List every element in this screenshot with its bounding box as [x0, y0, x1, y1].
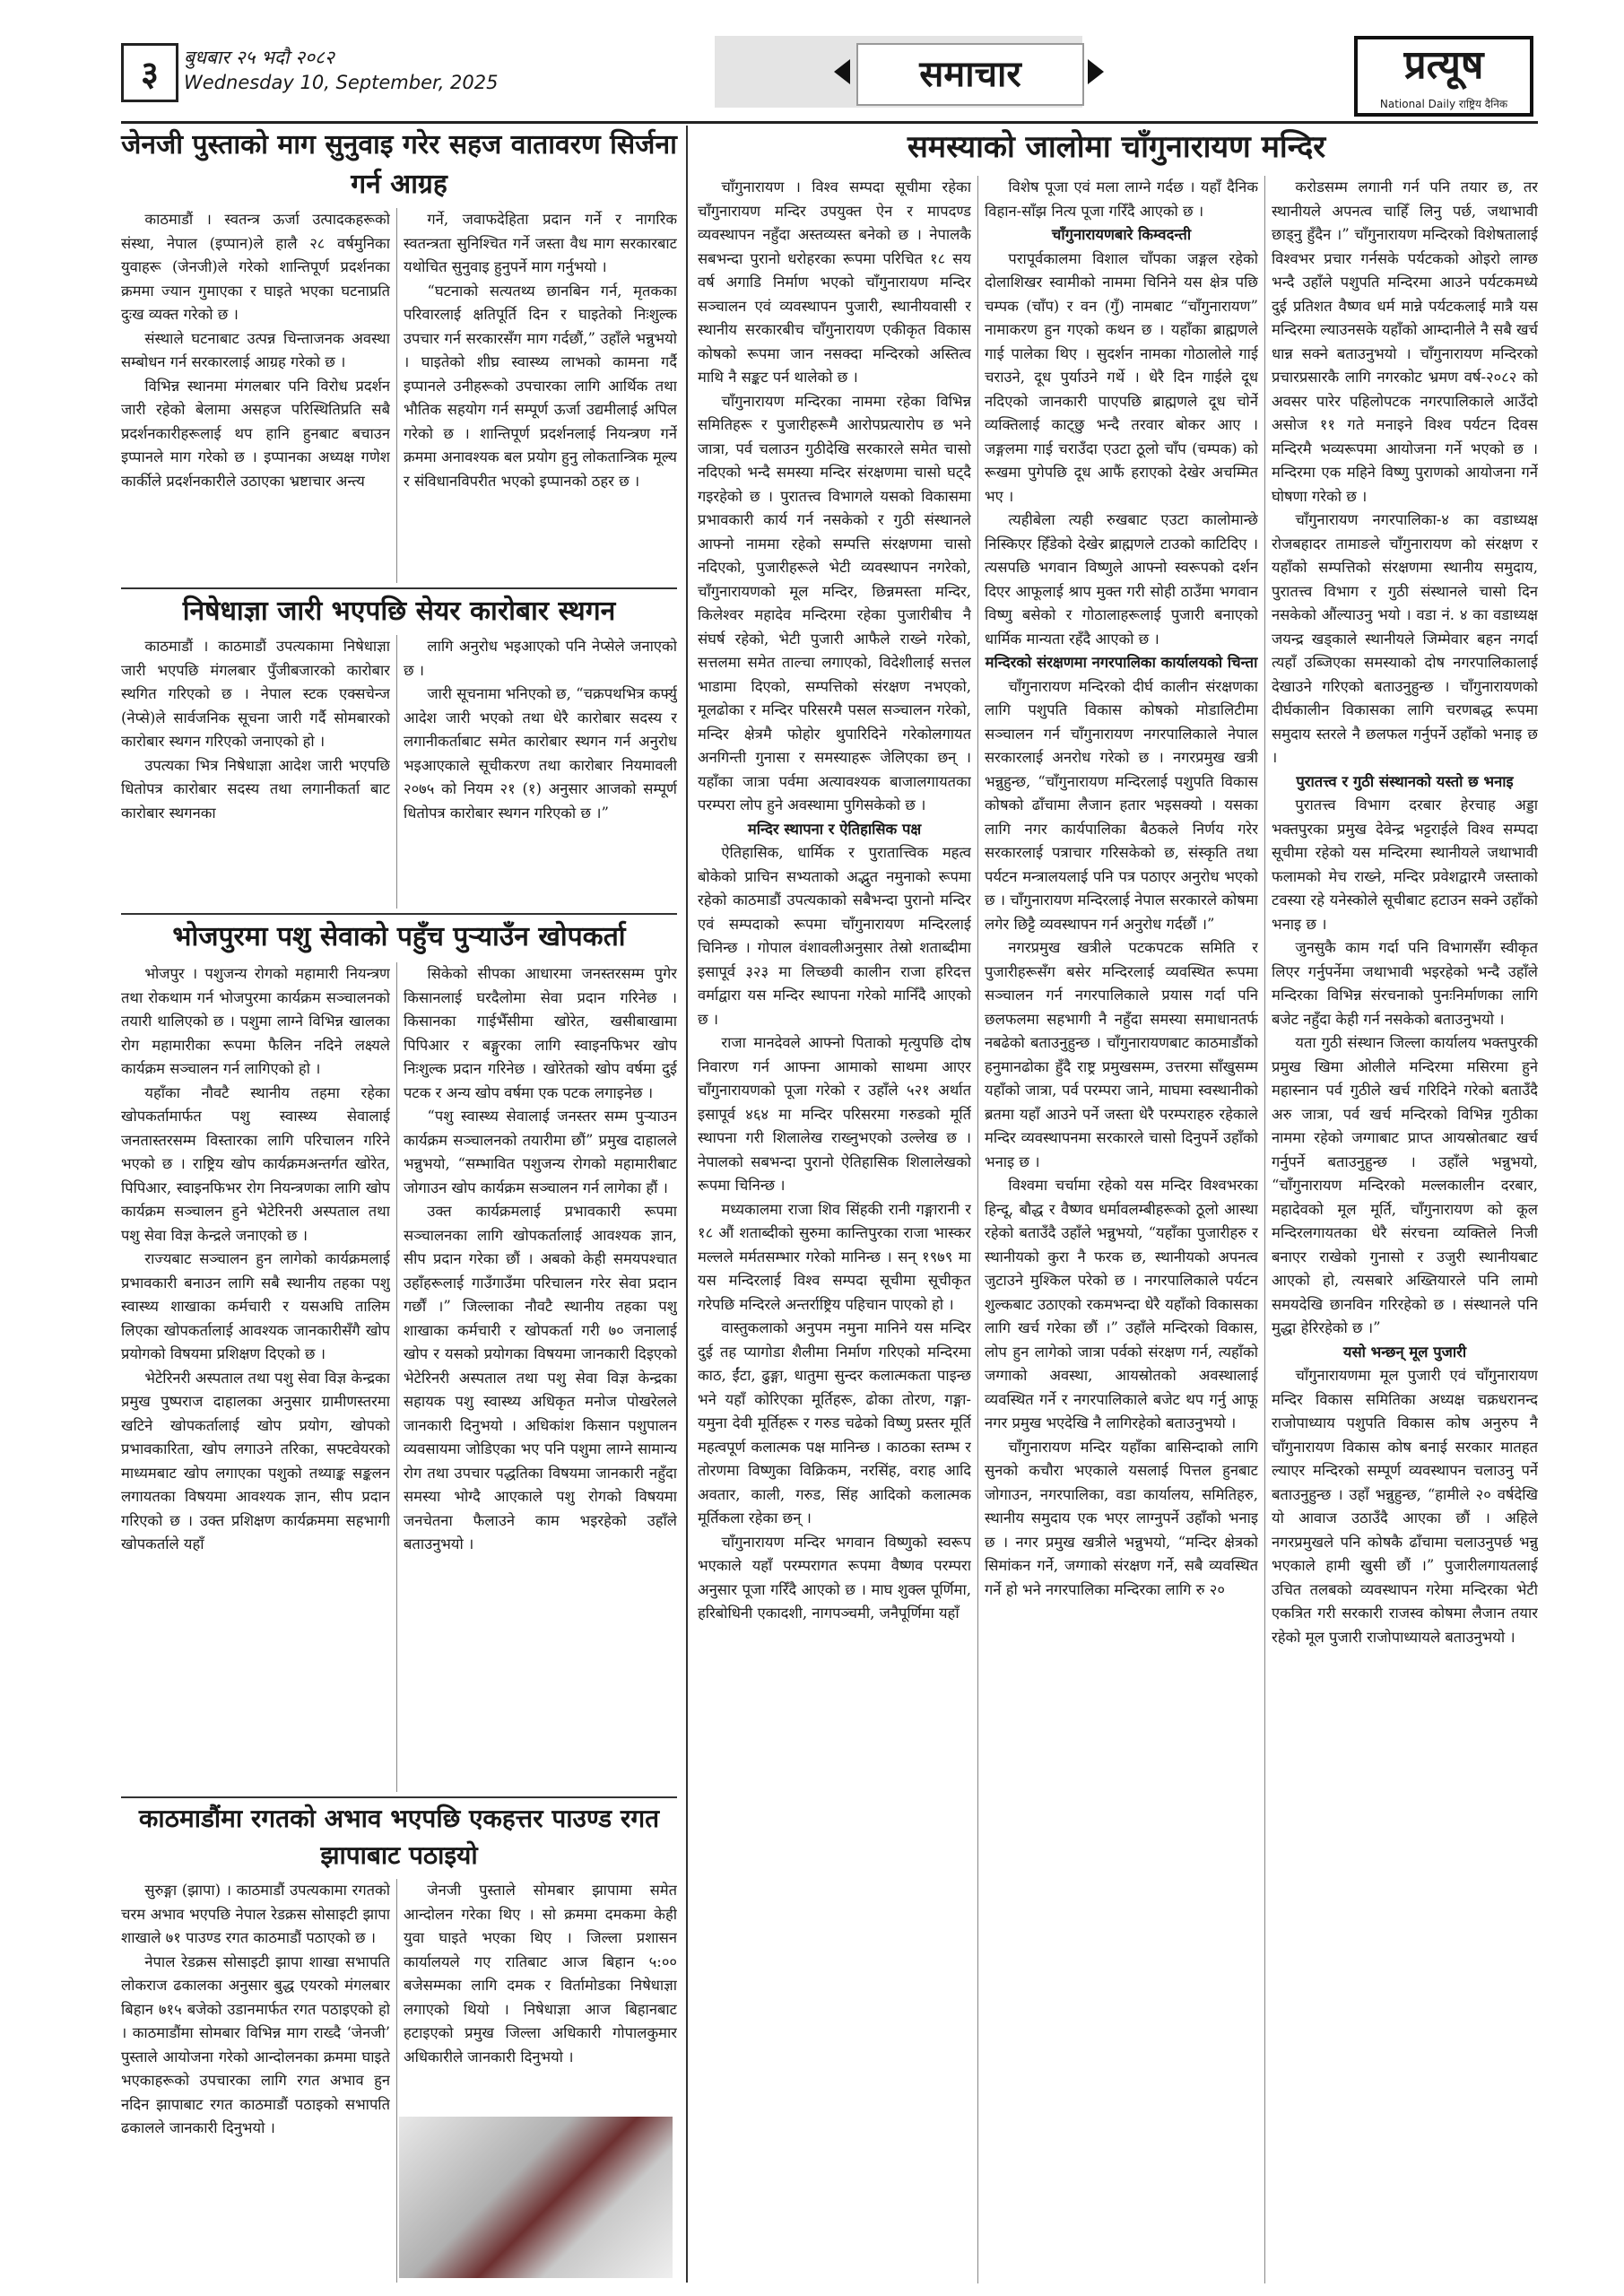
genz-column-2	[404, 208, 677, 583]
paragraph: चाँगुनारायण मन्दिर यहाँका बासिन्दाको लागि सुनको कचौरा भएकाले यसलाई पित्तल हुनबाट जोगाउन, नगरपालिका, वडा कार्यालय, समितिहरु, स्थानीय समुदाय एक भएर लाग्नुपर्ने उहाँको भनाइ छ । नगर प्रमुख खत्रीले भन्नुभयो, “मन्दिर क्षेत्रको सिमांकन गर्ने, जग्गाको संरक्षण गर्ने, सबै व्यवस्थित गर्ने हो भने नगरपालिका मन्दिरका लागि रु २०	[985, 1438, 1258, 1598]
column-divider	[977, 176, 978, 2283]
share-column-2	[404, 635, 677, 909]
date-block	[184, 45, 499, 95]
genz-column-1	[121, 208, 390, 583]
subheading: मन्दिर स्थापना र ऐतिहासिक पक्ष	[747, 820, 922, 838]
paragraph: नेपाल रेडक्रस सोसाइटी झापा शाखा सभापति लोकराज ढकालका अनुसार बुद्ध एयरको मंगलबार बिहान ७१५ बजेको उडानमार्फत रगत पठाइएको हो । काठमाडौंमा सोमबार विभिन्न माग राख्दै ‘जेनजी’ पुस्ताले आयोजना गरेको आन्दोलनका क्रममा घाइते भएकाहरूको उपचारका लागि रगत अभाव हुन नदिन झापाबाट रगत काठमाडौं पठाइको सभापति ढकालले जानकारी दिनुभयो ।	[121, 1952, 390, 2136]
paragraph: संस्थाले घटनाबाट उत्पन्न चिन्ताजनक अवस्था सम्बोधन गर्न सरकारलाई आग्रह गरेको छ ।	[121, 329, 390, 370]
changu-column-1	[698, 176, 971, 2283]
paragraph: चाँगुनारायण नगरपालिका-४ का वडाध्यक्ष रोजबहादर तामाङले चाँगुनारायण को संरक्षण र यहाँको सम्पत्तिको संरक्षणमा स्थानीय समुदाय, पुरातत्त्व विभाग र गुठी संस्थानले चासो दिन नसकेको औंल्याउनु भयो । वडा नं. ४ का वडाध्यक्ष जयन्द्र खड्काले स्थानीयले जिम्मेवार बहन नगर्दा त्यहाँ उब्जिएका समस्याको दोष नगरपालिकालाई देखाउने गरिएको बताउनुहुन्छ । चाँगुनारायणको दीर्घकालीन विकासका लागि चरणबद्ध रूपमा समुदाय स्तरले नै छलफल गर्नुपर्ने उहाँको भनाइ छ ।	[1272, 511, 1538, 766]
paragraph: जेनजी पुस्ताले सोमबार झापामा समेत आन्दोलन गरेका थिए । सो क्रममा दमकमा केही युवा घाइते भएका थिए । जिल्ला प्रशासन कार्यालयले गए रातिबाट आज बिहान ५:०० बजेसम्मका लागि दमक र विर्तामोडका निषेधाज्ञा लगाएको थियो । निषेधाज्ञा आज बिहानबाट हटाइएको प्रमुख जिल्ला अधिकारी गोपालकुमार अधिकारीले जानकारी दिनुभयो ।	[404, 1882, 677, 2066]
paragraph: चाँगुनारायण । विश्व सम्पदा सूचीमा रहेका चाँगुनारायण मन्दिर उपयुक्त ऐन र मापदण्ड व्यवस्थापन नहुँदा अस्तव्यस्त बनेको छ । नेपालकै सबभन्दा पुरानो धरोहरका रूपमा परिचित १८ सय वर्ष अगाडि निर्माण भएको चाँगुनारायण मन्दिर सञ्चालन एवं व्यवस्थापन पुजारी, स्थानीयवासी र स्थानीय सरकारबीच चाँगुनारायण एकीकृत विकास कोषको रूपमा जान नसक्दा मन्दिरको अस्तित्व माथि नै सङ्कट पर्न थालेको छ ।	[698, 178, 971, 386]
paragraph: लागि अनुरोध भइआएको पनि नेप्सेले जनाएको छ ।	[404, 638, 677, 679]
paragraph: भेटेरिनरी अस्पताल तथा पशु सेवा विज्ञ केन्द्रका प्रमुख पुष्पराज दाहालका अनुसार ग्रामीणस्तरमा खटिने खोपकर्तालाई खोप प्रयोग, खोपको प्रभावकारिता, खोप लगाउने तरिका, सफ्टवेयरको माध्यमबाट खोप लगाएका पशुको तथ्याङ्क सङ्कलन लगायतका विषयमा आवश्यक ज्ञान, सीप प्रदान गरिएको छ । उक्त प्रशिक्षण कार्यक्रममा सहभागी खोपकर्ताले यहाँ	[121, 1369, 390, 1552]
subheading: मन्दिरको संरक्षणमा नगरपालिका कार्यालयको चिन्ता	[985, 654, 1258, 671]
changu-column-3	[1272, 176, 1538, 2283]
blood-column-1	[121, 1879, 390, 2283]
subheading: यसो भन्छन् मूल पुजारी	[1342, 1343, 1467, 1361]
paragraph: करोडसम्म लगानी गर्न पनि तयार छ, तर स्थानीयले अपनत्व चाहिँ लिनु पर्छ, जथाभावी छाड्नु हुँदैन ।” चाँगुनारायण मन्दिरको विशेषतालाई विश्वभर प्रचार गर्नसके पर्यटकको ओइरो लाग्छ भन्दै उहाँले पशुपति मन्दिरमा आउने पर्यटकमध्ये दुई प्रतिशत वैष्णव धर्म मान्ने पर्यटकलाई मात्रै यस मन्दिरमा ल्याउनसके यहाँको आम्दानीले नै सबै खर्च धान्न सक्ने बताउनुभयो । चाँगुनारायण मन्दिरको प्रचारप्रसारकै लागि नगरकोट भ्रमण वर्ष-२०८२ को अवसर पारेर पहिलोपटक नगरपालिकाले आउँदो असोज ११ गते मनाइने विश्व पर्यटन दिवस मन्दिरमै भव्यरूपमा आयोजना गर्ने भएको छ । मन्दिरमा एक महिने विष्णु पुराणको आयोजना गर्ने घोषणा गरेको छ ।	[1272, 178, 1538, 505]
column-divider	[396, 962, 397, 1792]
article-divider	[121, 1796, 677, 1798]
column-divider	[396, 635, 397, 909]
article-divider	[121, 587, 677, 589]
subheading: चाँगुनारायणबारे किम्वदन्ती	[1051, 226, 1192, 243]
subheading: पुरातत्त्व र गुठी संस्थानको यस्तो छ भनाइ	[1296, 772, 1514, 790]
column-divider	[396, 1879, 397, 2283]
column-divider	[1264, 176, 1265, 2283]
paragraph: सिकेको सीपका आधारमा जनस्तरसम्म पुगेर किसानलाई घरदैलोमा सेवा प्रदान गरिनेछ । किसानका गाईभैँसीमा खोरेत, खसीबाखामा पिपिआर र बङ्गुरका लागि स्वाइनफिभर खोप निःशुल्क प्रदान गरिनेछ । खोरेतको खोप वर्षमा दुई पटक र अन्य खोप वर्षमा एक पटक लगाइनेछ ।	[404, 965, 677, 1101]
paragraph: भोजपुर । पशुजन्य रोगको महामारी नियन्त्रण तथा रोकथाम गर्न भोजपुरमा कार्यक्रम सञ्चालनको तयारी थालिएको छ । पशुमा लाग्ने विभिन्न खालका रोग महामारीका रूपमा फैलिन नदिने लक्ष्यले कार्यक्रम सञ्चालन गर्न लागिएको हो ।	[121, 965, 390, 1077]
paragraph: सुरुङ्गा (झापा) । काठमाडौं उपत्यकामा रगतको चरम अभाव भएपछि नेपाल रेडक्रस सोसाइटी झापा शाखाले ७१ पाउण्ड रगत काठमाडौं पठाएको छ ।	[121, 1882, 390, 1946]
blood-column-2	[404, 1879, 677, 2112]
paragraph: त्यहीबेला त्यही रुखबाट एउटा कालोमान्छे निस्किएर हिँडेको देखेर ब्राह्मणले टाउको काटिदिए । त्यसपछि भगवान विष्णुले आफ्नो स्वरूपको दर्शन दिएर आफूलाई श्राप मुक्त गरी सोही ठाउँमा भगवान विष्णु बसेको र गोठालाहरूलाई पुजारी बनाएको धार्मिक मान्यता रहँदै आएको छ ।	[985, 511, 1258, 648]
paragraph: मध्यकालमा राजा शिव सिंहकी रानी गङ्गारानी र १८ औं शताब्दीको सुरुमा कान्तिपुरका राजा भास्कर मल्लले मर्मतसम्भार गरेको मानिन्छ । सन् १९७९ मा यस मन्दिरलाई विश्व सम्पदा सूचीमा सूचीकृत गरेपछि मन्दिरले अन्तर्राष्ट्रिय पहिचान पाएको हो ।	[698, 1200, 971, 1313]
headline-changu: समस्याको जालोमा चाँगुनारायण मन्दिर	[907, 129, 1326, 165]
paragraph: विशेष पूजा एवं मला लाग्ने गर्दछ । यहाँ दैनिक विहान-साँझ नित्य पूजा गरिँदै आएको छ ।	[985, 178, 1258, 220]
paragraph: उपत्यका भित्र निषेधाज्ञा आदेश जारी भएपछि धितोपत्र कारोबार सदस्य तथा लगानीकर्ता बाट कारोबार स्थगनका	[121, 756, 390, 822]
paragraph: “घटनाको सत्यतथ्य छानबिन गर्न, मृतकका परिवारलाई क्षतिपूर्ति दिन र घाइतेको निःशुल्क उपचार गर्न सरकारसँग माग गर्दछौं,” उहाँले भन्नुभयो । घाइतेको शीघ्र स्वास्थ्य लाभको कामना गर्दै इप्पानले उनीहरूको उपचारका लागि आर्थिक तथा भौतिक सहयोग गर्न सम्पूर्ण ऊर्जा उद्यमीलाई अपिल गरेको छ । शान्तिपूर्ण प्रदर्शनलाई नियन्त्रण गर्ने क्रममा अनावश्यक बल प्रयोग हुनु लोकतान्त्रिक मूल्य र संविधानविपरीत भएको इप्पानको ठहर छ ।	[404, 282, 677, 490]
article-divider	[121, 913, 677, 915]
headline-genz: जेनजी पुस्ताको माग सुनुवाइ गरेर सहज वातावरण सिर्जना गर्न आग्रह	[121, 129, 677, 200]
logo-subtitle: National Daily राष्ट्रिय दैनिक	[1379, 98, 1508, 110]
paragraph: वास्तुकलाको अनुपम नमुना मानिने यस मन्दिर दुई तह प्यागोडा शैलीमा निर्माण गरिएको मन्दिरमा काठ, ईंटा, ढुङ्गा, धातुमा सुन्दर कलात्मकता पाइन्छ भने यहाँ कोरिएका मूर्तिहरू, ढोका तोरण, गङ्गा-यमुना देवी मूर्तिहरू र गरुड चढेको विष्णु प्रस्तर मूर्ति महत्वपूर्ण कलात्मक पक्ष मानिन्छ । काठका स्तम्भ र तोरणमा विष्णुका विक्रिकम, नरसिंह, वराह आदि अवतार, काली, गरुड, सिंह आदिको कलात्मक मूर्तिकला रहेका छन् ।	[698, 1319, 971, 1526]
paragraph: गर्ने, जवाफदेहिता प्रदान गर्ने र नागरिक स्वतन्त्रता सुनिश्चित गर्ने जस्ता वैध माग सरकारबाट यथोचित सुनुवाइ हुनुपर्ने माग गर्नुभयो ।	[404, 211, 677, 275]
paragraph: राज्यबाट सञ्चालन हुन लागेको कार्यक्रमलाई प्रभावकारी बनाउन लागि सबै स्थानीय तहका पशु स्वास्थ्य शाखाका कर्मचारी र यसअघि तालिम लिएका खोपकर्तालाई आवश्यक जानकारीसँगै खोप प्रयोगको विषयमा प्रशिक्षण दिएको छ ।	[121, 1250, 390, 1362]
masthead-rule	[121, 121, 1538, 124]
paragraph: राजा मानदेवले आफ्नो पिताको मृत्युपछि दोष निवारण गर्न आफ्ना आमाको साथमा आएर चाँगुनारायणको पूजा गरेको र उहाँले ५२१ अर्थात इसापूर्व ४६४ मा मन्दिर परिसरमा गरुडको मूर्ति स्थापना गरी शिलालेख राख्नुभएको उल्लेख छ । नेपालको सबभन्दा पुरानो ऐतिहासिक शिलालेखको रूपमा चिनिन्छ ।	[698, 1034, 971, 1194]
page-number: ३	[121, 43, 178, 102]
paragraph: “पशु स्वास्थ्य सेवालाई जनस्तर सम्म पुऱ्याउन कार्यक्रम सञ्चालनको तयारीमा छौं” प्रमुख दाहालले भन्नुभयो, “सम्भावित पशुजन्य रोगको महामारीबाट जोगाउन खोप कार्यक्रम सञ्चालन गर्न लागेका हौं ।	[404, 1108, 677, 1196]
paragraph: यहाँका नौवटै स्थानीय तहमा रहेका खोपकर्तामार्फत पशु स्वास्थ्य सेवालाई जनतास्तरसम्म विस्तारका लागि परिचालन गरिने भएको छ । राष्ट्रिय खोप कार्यक्रमअन्तर्गत खोरेत, पिपिआर, स्वाइनफिभर रोग नियन्त्रणका लागि खोप कार्यक्रम सञ्चालन हुने भेटेरिनरी अस्पताल तथा पशु सेवा विज्ञ केन्द्रले जनाएको छ ।	[121, 1083, 390, 1244]
paragraph: विभिन्न स्थानमा मंगलबार पनि विरोध प्रदर्शन जारी रहेको बेलामा असहज परिस्थितिप्रति सबै प्रदर्शनकारीहरूलाई थप हानि हुनबाट बचाउन इप्पानले माग गरेको छ । इप्पानका अध्यक्ष गणेश कार्कीले प्रदर्शनकारीले उठाएका भ्रष्टाचार अन्त्य	[121, 377, 390, 490]
column-divider	[396, 208, 397, 583]
headline-bhojpur: भोजपुरमा पशु सेवाको पहुँच पुऱ्याउँन खोपकर्ता	[172, 921, 626, 952]
date-english: Wednesday 10, September, 2025	[184, 72, 499, 93]
headline-share: निषेधाज्ञा जारी भएपछि सेयर कारोबार स्थगन	[182, 596, 616, 627]
paragraph: विश्वमा चर्चामा रहेको यस मन्दिर विश्वभरका हिन्दू, बौद्ध र वैष्णव धर्मावलम्बीहरूको ठूलो आस्था रहेको बताउँदै उहाँले भन्नुभयो, “यहाँका पुजारीहरु र स्थानीयको कुरा नै फरक छ, स्थानीयको अपनत्व जुटाउने मुश्किल परेको छ । नगरपालिकाले पर्यटन शुल्कबाट उठाएको रकमभन्दा धेरै यहाँको विकासका लागि खर्च गरेका छौं ।” उहाँले मन्दिरको विकास, लोप हुन लागेको जात्रा पर्वको संरक्षण गर्न, त्यहाँको जग्गाको अवस्था, आयस्रोतको अवस्थालाई व्यवस्थित गर्ने र नगरपालिकाले बजेट थप गर्नु आफू नगर प्रमुख भएदेखि नै लागिरहेको बताउनुभयो ।	[985, 1177, 1258, 1431]
paragraph: पुरातत्त्व विभाग दरबार हेरचाह अड्डा भक्तपुरका प्रमुख देवेन्द्र भट्टराईले विश्व सम्पदा सूचीमा रहेको यस मन्दिरमा स्थानीयले जथाभावी फलामको मेच राख्ने, मन्दिर प्रवेशद्वारमै जस्ताको टवस्या रहे यनेस्कोले सूचीबाट हटाउन सक्ने उहाँको भनाइ छ ।	[1272, 796, 1538, 933]
paragraph: काठमाडौं । काठमाडौं उपत्यकामा निषेधाज्ञा जारी भएपछि मंगलबार पुँजीबजारको कारोबार स्थगित गरिएको छ । नेपाल स्टक एक्सचेन्ज (नेप्से)ले सार्वजनिक सूचना जारी गर्दै सोमबारको कारोबार स्थगन गरिएको जनाएको हो ।	[121, 638, 390, 750]
changu-column-2	[985, 176, 1258, 2283]
paragraph: उक्त कार्यक्रमलाई प्रभावकारी रूपमा सञ्चालनका लागि खोपकर्तालाई आवश्यक ज्ञान, सीप प्रदान गरेका छौं । अबको केही समयपश्चात उहाँहरूलाई गाउँगाउँमा परिचालन गरेर सेवा प्रदान गर्छौं ।” जिल्लाका नौवटै स्थानीय तहका पशु शाखाका कर्मचारी र खोपकर्ता गरी ७० जनालाई खोप र यसको प्रयोगका विषयमा जानकारी दिइएको भेटेरिनरी अस्पताल तथा पशु सेवा विज्ञ केन्द्रका सहायक पशु स्वास्थ्य अधिकृत मनोज पोखरेलले जानकारी दिनुभयो । अधिकांश किसान पशुपालन व्यवसायमा जोडिएका भए पनि पशुमा लाग्ने सामान्य रोग तथा उपचार पद्धतिका विषयमा जानकारी नहुँदा समस्या भोग्दै आएकाले पशु रोगको विषयमा जनचेतना फैलाउने काम भइरहेको उहाँले बताउनुभयो ।	[404, 1203, 677, 1552]
date-nepali: बुधबार २५ भदौ २०८२	[184, 47, 334, 68]
paragraph: काठमाडौं । स्वतन्त्र ऊर्जा उत्पादकहरूको संस्था, नेपाल (इप्पान)ले हालै २८ वर्षमुनिका युवाहरू (जेनजी)ले गरेको शान्तिपूर्ण प्रदर्शनका क्रममा ज्यान गुमाएका र घाइते भएका घटनाप्रति दुःख व्यक्त गरेको छ ।	[121, 211, 390, 323]
paragraph: जुनसुकै काम गर्दा पनि विभागसँग स्वीकृत लिएर गर्नुपर्नेमा जथाभावी भइरहेको भन्दै उहाँले मन्दिरका विभिन्न संरचनाको पुनःनिर्माणका लागि बजेट नहुँदा केही गर्न नसकेको बताउनुभयो ।	[1272, 939, 1538, 1028]
logo-title: प्रत्यूष	[1403, 42, 1484, 88]
headline-blood: काठमाडौंमा रगतको अभाव भएपछि एकहत्तर पाउण्ड रगत झापाबाट पठाइयो	[138, 1804, 660, 1870]
paragraph: चाँगुनारायण मन्दिर भगवान विष्णुको स्वरूप भएकाले यहाँ परम्परागत रूपमा वैष्णव परम्परा अनुसार पूजा गरिँदै आएको छ । माघ शुक्ल पूर्णिमा, हरिबोधिनी एकादशी, नागपञ्चमी, जनैपूर्णिमा यहाँ	[698, 1533, 971, 1622]
blood-bags-photo	[399, 2117, 673, 2278]
paragraph: जारी सूचनामा भनिएको छ, “चक्रपथभित्र कर्फ्यु आदेश जारी भएको तथा धेरै कारोबार सदस्य र लगानीकर्ताबाट समेत कारोबार स्थगन गर्न अनुरोध भइआएकाले सूचीकरण तथा कारोबार नियमावली २०७५ को नियम २१ (१) अनुसार आजको सम्पूर्ण धितोपत्र कारोबार स्थगन गरिएको छ ।”	[404, 685, 677, 822]
masthead	[121, 36, 1538, 118]
section-title: समाचार	[856, 43, 1084, 106]
share-column-1	[121, 635, 390, 909]
newspaper-logo	[1354, 36, 1533, 117]
paragraph: परापूर्वकालमा विशाल चाँपका जङ्गल रहेको दोलाशिखर स्वामीको नाममा चिनिने यस क्षेत्र पछि चम्पक (चाँप) र वन (गुँ) नामबाट “चाँगुनारायण” नामाकरण हुन गएको कथन छ । यहाँका ब्राह्मणले गाई पालेका थिए । सुदर्शन नामका गोठालोले गाई चराउने, दूध पुर्याउने गर्थे । धेरै दिन गाईले दूध नदिएको जानकारी पाएपछि ब्राह्मणले दूध चोर्ने व्यक्तिलाई काट्छु भन्दै तरवार बोकर आए । जङ्गलमा गाई चराउँदा एउटा ठूलो चाँप (चम्पक) को रूखमा पुगेपछि दूध आफैं हराएको देखेर अचम्मित भए ।	[985, 249, 1258, 505]
arrow-left-icon	[834, 59, 850, 84]
paragraph: चाँगुनारायण मन्दिरको दीर्घ कालीन संरक्षणका लागि पशुपति विकास कोषको मोडालिटीमा सञ्चालन गर्न चाँगुनारायण नगरपालिकाले नेपाल सरकारलाई अनरोध गरेको छ । नगरप्रमुख खत्री भन्नुहुन्छ, “चाँगुनारायण मन्दिरलाई पशुपति विकास कोषको ढाँचामा लैजान हतार भइसक्यो । यसका लागि नगर कार्यपालिका बैठकले निर्णय गरेर सरकारलाई पत्राचार गरिसकेको छ, संस्कृति तथा पर्यटन मन्त्रालयलाई पनि पत्र पठाएर अनुरोध भएको छ । चाँगुनारायण मन्दिरलाई नेपाल सरकारले कोषमा लगेर छिट्टै व्यवस्थापन गर्न अनुरोध गर्दछौं ।”	[985, 677, 1258, 933]
paragraph: चाँगुनारायणमा मूल पुजारी एवं चाँगुनारायण मन्दिर विकास समितिका अध्यक्ष चक्रधरानन्द राजोपाध्याय पशुपति विकास कोष अनुरुप नै चाँगुनारायण विकास कोष बनाई सरकार मातहत ल्याएर मन्दिरको सम्पूर्ण व्यवस्थापन चलाउनु पर्ने बताउनुहुन्छ । उहाँ भन्नुहुन्छ, “हामीले २० वर्षदेखि यो आवाज उठाउँदै आएका छौं । अहिले नगरप्रमुखले पनि कोषकै ढाँचामा चलाउनुपर्छ भन्नु भएकाले हामी खुसी छौं ।” पुजारीलगायतलाई उचित तलबको व्यवस्थापन गरेमा मन्दिरका भेटी एकत्रित गरी सरकारी राजस्व कोषमा लैजान तयार रहेको मूल पुजारी राजोपाध्यायले बताउनुभयो ।	[1272, 1367, 1538, 1646]
bhojpur-column-1	[121, 962, 390, 1792]
arrow-right-icon	[1088, 59, 1104, 84]
bhojpur-column-2	[404, 962, 677, 1792]
paragraph: ऐतिहासिक, धार्मिक र पुरातात्त्विक महत्व बोकेको प्राचिन सभ्यताको अद्भुत नमुनाको रूपमा रहेको काठमाडौं उपत्यकाको सबैभन्दा पुरानो मन्दिर एवं सम्पदाको रूपमा चाँगुनारायण मन्दिरलाई चिनिन्छ । गोपाल वंशावलीअनुसार तेस्रो शताब्दीमा इसापूर्व ३२३ मा लिच्छवी कालीन राजा हरिदत्त वर्माद्वारा यस मन्दिर स्थापना गरेको मानिँदै आएको छ ।	[698, 844, 971, 1028]
paragraph: नगरप्रमुख खत्रीले पटकपटक समिति र पुजारीहरूसँग बसेर मन्दिरलाई व्यवस्थित रूपमा सञ्चालन गर्न नगरपालिकाले प्रयास गर्दा पनि छलफलमा सहभागी नै नहुँदा समस्या समाधानतर्फ नबढेको बताउनुहुन्छ । चाँगुनारायणबाट काठमाडौंको हनुमानढोका हुँदै राष्ट्र प्रमुखसम्म, उत्तरमा साँखुसम्म यहाँको जात्रा, पर्व परम्परा जाने, माघमा स्वस्थानीको ब्रतमा यहाँ आउने पर्ने जस्ता धेरै परम्पराहरु रहेकाले मन्दिर व्यवस्थापनमा सरकारले चासो दिनुपर्ने उहाँको भनाइ छ ।	[985, 939, 1258, 1170]
paragraph: चाँगुनारायण मन्दिरका नाममा रहेका विभिन्न समितिहरू र पुजारीहरूमै आरोपप्रत्यारोप छ भने जात्रा, पर्व चलाउन गुठीदेखि सरकारले समेत चासो नदिएको भन्दै समस्या मन्दिर संरक्षणमा चासो घट्दै गइरहेको छ । पुरातत्त्व विभागले यसको विकासमा प्रभावकारी कार्य गर्न नसकेको र गुठी संस्थानले आफ्नो नाममा रहेको सम्पत्ति संरक्षणमा चासो नदिएको, पुजारीहरूले भेटी व्यवस्थापन नगरेको, चाँगुनारायणको मूल मन्दिर, छिन्नमस्ता मन्दिर, किलेश्वर महादेव मन्दिरमा रहेका पुजारीबीच नै संघर्ष रहेको, भेटी पुजारी आफैले राख्ने गरेको, सत्तलमा समेत ताल्चा लगाएको, विदेशीलाई सत्तल भाडामा दिएको, सम्पत्तिको संरक्षण नभएको, मूलढोका र मन्दिर परिसरमै पसल सञ्चालन गरेको, मन्दिर क्षेत्रमै फोहोर थुपारिदिने गरेकोलगायत अनगिन्ती गुनासा र समस्याहरू जेलिएका छन् । यहाँका जात्रा पर्वमा अत्यावश्यक बाजालगायतका परम्परा लोप हुने अवस्थामा पुगिसकेको छ ।	[698, 392, 971, 813]
paragraph: यता गुठी संस्थान जिल्ला कार्यालय भक्तपुरकी प्रमुख खिमा ओलीले मन्दिरमा मसिरमा हुने महास्नान पर्व गुठीले खर्च गरिदिने गरेको बताउँदै अरु जात्रा, पर्व खर्च मन्दिरको विभिन्न गुठीका नाममा रहेको जग्गाबाट प्राप्त आयस्रोतबाट खर्च गर्नुपर्ने बताउनुहुन्छ । उहाँले भन्नुभयो, “चाँगुनारायण मन्दिरको मल्लकालीन दरबार, महादेवको मूल मूर्ति, चाँगुनारायण को कूल मन्दिरलगायतका धेरै संरचना व्यक्तिले निजी बनाएर राखेको गुनासो र उजुरी स्थानीयबाट आएको हो, त्यसबारे अख्तियारले पनि लामो समयदेखि छानविन गरिरहेको छ । संस्थानले पनि मुद्धा हेरिरहेको छ ।”	[1272, 1034, 1538, 1336]
section-divider	[686, 126, 688, 2283]
